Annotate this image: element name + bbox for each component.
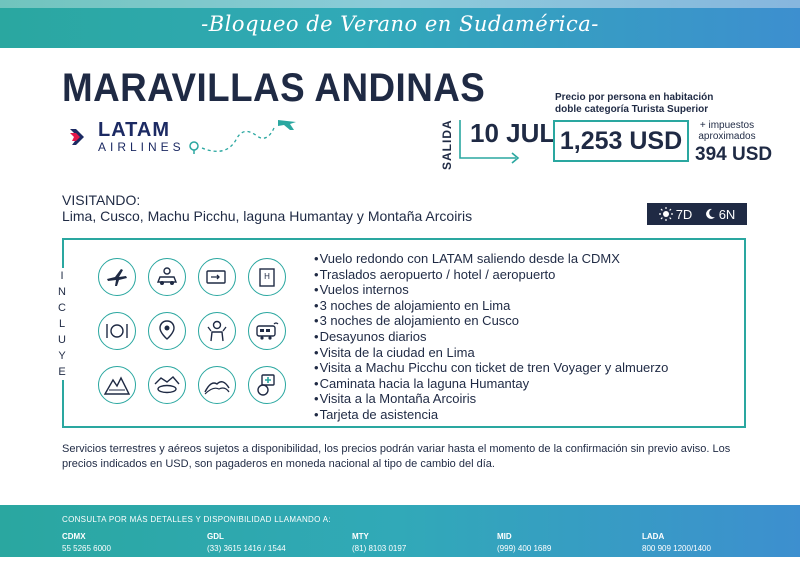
contact-city: CDMX [62,532,86,541]
list-item: • Traslados aeropuerto / hotel / aeropuerto [314,267,668,283]
contact-city: LADA [642,532,665,541]
banner-decor-strip [0,0,800,8]
contact-item [642,531,787,555]
sun-icon [659,207,673,221]
guide-person-icon [198,312,236,350]
banner-title: -Bloqueo de Verano en Sudamérica- [201,12,599,36]
list-item: • Visita a Machu Picchu con ticket de tren Voyager y almuerzo [314,360,668,376]
meal-icon [98,312,136,350]
svg-text:H: H [264,272,270,281]
location-pin-icon [148,312,186,350]
nights-group [704,207,736,222]
includes-list [314,251,668,423]
duration-badge [647,203,747,225]
lagoon-icon [148,366,186,404]
airplane-icon [98,258,136,296]
ticket-icon [198,258,236,296]
price-value: 1,253 USD [553,120,689,162]
contact-phone[interactable]: 800 909 1200/1400 [642,544,711,553]
list-item: • 3 noches de alojamiento en Cusco [314,313,668,329]
includes-label: I N C L U Y E [55,268,69,380]
moon-icon [704,208,716,220]
nights-value: 6N [718,206,736,222]
tax-caption [697,120,757,142]
header-banner [0,0,800,48]
hotel-icon [248,258,286,296]
list-item: • Vuelos internos [314,282,668,298]
days-group [659,207,693,222]
price-caption-line-2: doble categoría Turista Superior [555,104,709,115]
contact-phone[interactable]: (33) 3615 1416 / 1544 [207,544,286,553]
airline-name: LATAM [98,119,171,141]
list-item: • Vuelo redondo con LATAM saliendo desde la CDMX [314,251,668,267]
contact-item [207,531,352,555]
latam-logo-icon [62,125,92,149]
train-icon [248,312,286,350]
tax-caption-line-2: aproximados [698,131,756,142]
contact-list [62,531,787,555]
tax-value: 394 USD [695,144,773,165]
assistance-icon [248,366,286,404]
contact-phone[interactable]: 55 5265 6000 [62,544,111,553]
disclaimer-text: Servicios terrestres y aéreos sujetos a disponibilidad, los precios podrán variar hasta el momento de la confirmación sin previo aviso. Los precios indicados en USD, son pagaderos en moneda nacional al tipo de cambio del día. [62,443,731,470]
contact-item [62,531,207,555]
mountain-icon [98,366,136,404]
contact-item [497,531,642,555]
price-caption-line-1: Precio por persona en habitación [555,92,714,103]
list-item: • 3 noches de alojamiento en Lima [314,298,668,314]
airline-subtitle: AIRLINES [98,140,185,154]
airline-logo [62,120,185,154]
contact-city: MTY [352,532,369,541]
footer-bottom-margin [0,557,800,570]
list-item: • Visita a la Montaña Arcoiris [314,391,668,407]
visiting-places: Lima, Cusco, Machu Picchu, laguna Humantay y Montaña Arcoiris [62,208,473,224]
departure-date: 10 JUL [470,118,556,148]
list-item: • Desayunos diarios [314,329,668,345]
contact-phone[interactable]: (81) 8103 0197 [352,544,407,553]
tax-caption-line-1: + impuestos [699,120,755,131]
transfer-car-icon [148,258,186,296]
list-item: • Tarjeta de asistencia [314,407,668,423]
list-item: • Caminata hacia la laguna Humantay [314,376,668,392]
rainbow-mountain-icon [198,366,236,404]
visiting-label: VISITANDO: [62,192,141,208]
contact-city: MID [497,532,512,541]
list-item: • Visita de la ciudad en Lima [314,345,668,361]
flight-path-icon [182,108,302,158]
page-title: MARAVILLAS ANDINAS [62,66,486,110]
price-caption [555,92,713,116]
contact-phone[interactable]: (999) 400 1689 [497,544,552,553]
includes-icon-grid [98,258,288,404]
contact-item [352,531,497,555]
contact-city: GDL [207,532,224,541]
days-value: 7D [675,206,693,222]
departure-label: SALIDA [440,119,454,170]
footer-label: CONSULTA POR MÁS DETALLES Y DISPONIBILIDAD LLAMANDO A: [62,515,331,524]
